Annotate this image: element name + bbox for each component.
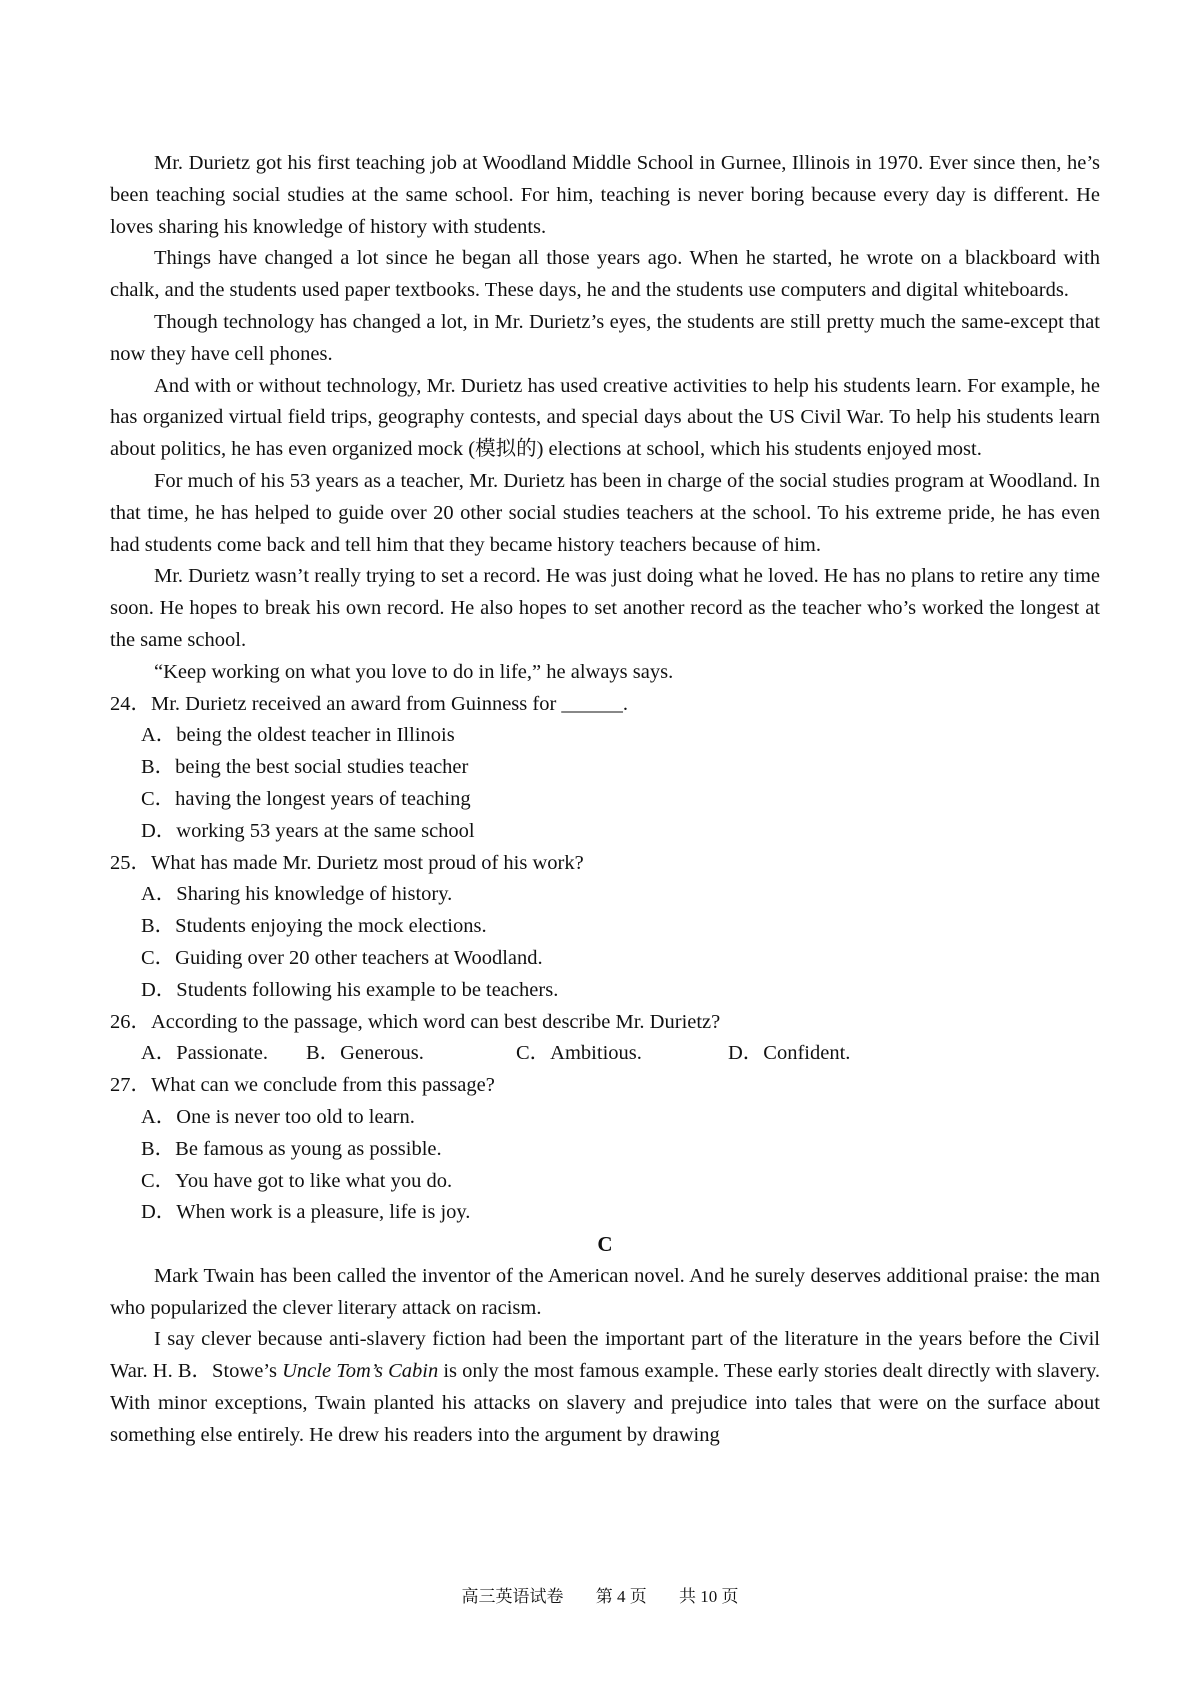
footer-total-pages: 共 10 页 — [679, 1587, 739, 1606]
question-26-option-a[interactable]: A．Passionate. — [141, 1042, 268, 1065]
page-content — [110, 148, 1100, 1452]
passage-c-paragraph-1: Mark Twain has been called the inventor of the American novel. And he surely deserves additional praise: the man who popularized the clever literary attack on racism. — [110, 1264, 1100, 1319]
question-25-stem: 25．What has made Mr. Durietz most proud of his work? — [110, 851, 584, 874]
question-24-option-d[interactable]: D．working 53 years at the same school — [141, 819, 475, 842]
question-24-option-a[interactable]: A．being the oldest teacher in Illinois — [141, 724, 455, 747]
question-26-option-d[interactable]: D．Confident. — [728, 1042, 851, 1065]
passage-b-paragraph-6: Mr. Durietz wasn’t really trying to set a record. He was just doing what he loved. He has no plans to retire any time soon. He hopes to break his own record. He also hopes to set another record as the teacher who’s worked the longest at the same school. — [110, 565, 1100, 651]
question-25-option-c[interactable]: C．Guiding over 20 other teachers at Woodland. — [141, 946, 543, 969]
question-25-option-a[interactable]: A．Sharing his knowledge of history. — [141, 883, 453, 906]
question-27-option-b[interactable]: B．Be famous as young as possible. — [141, 1137, 442, 1160]
passage-b-paragraph-3: Though technology has changed a lot, in Mr. Durietz’s eyes, the students are still pretty much the same-except that now they have cell phones. — [110, 310, 1100, 365]
question-24-option-c[interactable]: C．having the longest years of teaching — [141, 787, 471, 810]
book-title: Uncle Tom’s Cabin — [282, 1360, 439, 1383]
passage-c-paragraph-2-text-b: is only the most famous example. These early stories dealt directly with slavery. With minor exceptions, Twain planted his attacks on slavery and prejudice into tales that were on the surface about something else entirely. He drew his readers into the argument by drawing — [110, 1360, 1100, 1446]
passage-c-paragraph-2-text-a: I say clever because anti-slavery fiction had been the important part of the literature in the years before the Civil War. H. B．Stowe’s — [110, 1328, 1100, 1383]
passage-b-paragraph-7: “Keep working on what you love to do in life,” he always says. — [154, 660, 674, 683]
question-25-option-b[interactable]: B．Students enjoying the mock elections. — [141, 915, 487, 938]
question-27-option-c[interactable]: C．You have got to like what you do. — [141, 1169, 453, 1192]
passage-b-paragraph-1: Mr. Durietz got his first teaching job at Woodland Middle School in Gurnee, Illinois in 1970. Ever since then, he’s been teaching social studies at the same school. For him, teaching is never boring because every day is different. He loves sharing his knowledge of history with students. — [110, 152, 1100, 238]
question-27-option-d[interactable]: D．When work is a pleasure, life is joy. — [141, 1201, 471, 1224]
question-27-option-a[interactable]: A．One is never too old to learn. — [141, 1105, 415, 1128]
footer-page-number: 第 4 页 — [595, 1587, 647, 1606]
question-26-option-b[interactable]: B．Generous. — [306, 1042, 424, 1065]
passage-b-paragraph-2: Things have changed a lot since he began all those years ago. When he started, he wrote on a blackboard with chalk, and the students used paper textbooks. These days, he and the students use computers and digital whiteboards. — [110, 247, 1100, 302]
footer-subject: 高三英语试卷 — [461, 1587, 564, 1606]
passage-b-paragraph-5: For much of his 53 years as a teacher, Mr. Durietz has been in charge of the social studies program at Woodland. In that time, he has helped to guide over 20 other social studies teachers at the school. To his extreme pride, he has even had students come back and tell him that they became history teachers because of him. — [110, 469, 1100, 556]
question-24-option-b[interactable]: B．being the best social studies teacher — [141, 756, 469, 779]
section-c-heading: C — [597, 1232, 613, 1257]
question-24-stem: 24．Mr. Durietz received an award from Guinness for ______. — [110, 692, 629, 715]
passage-c-paragraph-2 — [110, 1324, 1100, 1451]
question-26-stem: 26．According to the passage, which word can best describe Mr. Durietz? — [110, 1010, 721, 1033]
passage-b-paragraph-4: And with or without technology, Mr. Durietz has used creative activities to help his students learn. For example, he has organized virtual field trips, geography contests, and special days about the US Civil War. To help his students learn about politics, he has even organized mock (模拟的) elections at school, which his students enjoyed most. — [110, 374, 1100, 461]
question-25-option-d[interactable]: D．Students following his example to be teachers. — [141, 978, 559, 1001]
page-footer — [0, 1582, 1200, 1607]
question-27-stem: 27．What can we conclude from this passage? — [110, 1074, 495, 1097]
question-26-option-c[interactable]: C．Ambitious. — [516, 1042, 642, 1065]
question-26-options — [110, 1038, 1100, 1070]
